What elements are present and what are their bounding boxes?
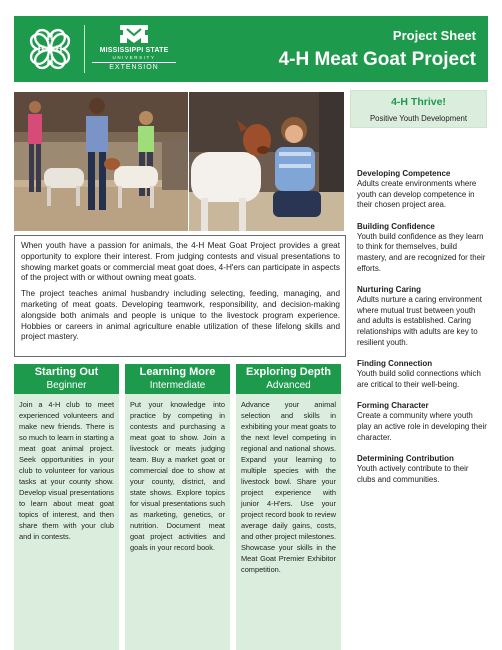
trait-text: Youth actively contribute to their clubs and communities. xyxy=(357,464,469,484)
thrive-subtitle: Positive Youth Development xyxy=(369,114,468,123)
thrive-traits-list xyxy=(357,168,488,495)
logo-divider xyxy=(84,25,85,73)
column-advanced xyxy=(236,364,341,650)
column-body: Advance your animal selection and skills in exhibiting your meat goats to the next level competing in regional and national shows. Expand your learning to multiple species with the livestock bowl. Share your project experience with junior 4-H'ers. Use your project record book to review average daily gains, costs, and other project milestones. Showcase your skills in the Meat Goat Premier Exhibitor competition. xyxy=(236,394,341,650)
svg-text:H: H xyxy=(37,44,45,54)
trait-determining-contribution xyxy=(357,453,488,485)
intro-box xyxy=(14,235,346,357)
column-level: Intermediate xyxy=(149,380,206,391)
trait-title: Determining Contribution xyxy=(357,454,454,464)
trait-text: Create a community where youth play an active role in developing their character. xyxy=(357,411,487,442)
brand-rule xyxy=(92,62,176,63)
header-banner xyxy=(14,16,488,82)
msu-shield-icon xyxy=(117,23,151,45)
column-level: Beginner xyxy=(46,380,87,391)
column-title: Starting Out xyxy=(34,366,99,378)
svg-text:H: H xyxy=(46,32,54,42)
brand-main: MISSISSIPPI STATE xyxy=(99,47,169,54)
trait-text: Youth build solid connections which are critical to their well-being. xyxy=(357,369,481,389)
column-title: Learning More xyxy=(139,366,216,378)
sheet-label: Project Sheet xyxy=(392,28,476,43)
svg-text:H: H xyxy=(55,44,63,54)
intro-paragraph: The project teaches animal husbandry including selecting, feeding, managing, and marketing of meat goats. Developing teamwork, responsibility, and decision-making alongside both animals and people is unique to the livestock program experience. Hobbies or careers in animal agriculture enable utilization of these lifelong skills and project mastery. xyxy=(21,289,340,342)
trait-finding-connection xyxy=(357,358,488,390)
column-level: Advanced xyxy=(266,380,311,391)
intro-paragraph: When youth have a passion for animals, the 4-H Meat Goat Project provides a great opportunity to explore their interest. From judging contests and visual presentations to showing market goats or commercial meat goat does, 4-H'ers can participate in aspects of the project with or without owning meat goats. xyxy=(21,241,340,283)
four-h-clover-icon xyxy=(24,23,76,75)
column-beginner xyxy=(14,364,119,650)
trait-developing-competence xyxy=(357,168,488,211)
photo-girl-with-goat xyxy=(189,92,344,231)
trait-title: Developing Competence xyxy=(357,169,451,178)
trait-forming-character xyxy=(357,400,488,443)
page-title: 4-H Meat Goat Project xyxy=(278,49,476,70)
column-header xyxy=(236,364,341,394)
trait-building-confidence xyxy=(357,221,488,274)
thrive-box xyxy=(350,90,487,128)
svg-text:H: H xyxy=(46,56,54,66)
trait-title: Nurturing Caring xyxy=(357,285,421,295)
trait-text: Adults create environments where youth can develop competence in their chosen project area. xyxy=(357,179,477,210)
column-header xyxy=(14,364,119,394)
trait-title: Finding Connection xyxy=(357,359,433,369)
brand-extension: EXTENSION xyxy=(109,64,159,71)
brand-university: UNIVERSITY xyxy=(112,55,156,60)
photo-goat-show-arena xyxy=(14,92,188,231)
trait-text: Youth build confidence as they learn to think for themselves, build mastery, and are recognized for their efforts. xyxy=(357,231,486,273)
trait-title: Building Confidence xyxy=(357,221,435,231)
msu-extension-logo xyxy=(86,23,182,72)
trait-title: Forming Character xyxy=(357,401,429,411)
trait-nurturing-caring xyxy=(357,284,488,348)
column-intermediate xyxy=(125,364,230,650)
column-body: Put your knowledge into practice by competing in contests and purchasing a meat goat to show. Join a livestock or meats judging team. Buy a market goat or commercial doe to show at your county, district, and state shows. Explore topics for visual presentations such as marketing, genetics, or nutrition. Document meat goat project activities and goals in your record book. xyxy=(125,394,230,650)
trait-text: Adults nurture a caring environment where mutual trust between youth and adults is established. Caring relationships with adults are key to resilient youth. xyxy=(357,295,483,347)
column-title: Exploring Depth xyxy=(246,366,331,378)
column-body: Join a 4-H club to meet experienced volunteers and make new friends. There is so much to learn in starting a meat goat animal project. Seek opportunities in your club to volunteer for various tasks at your county show. Develop visual presentations to learn about meat goat topics of interest, and then share them with your club and in contests. xyxy=(14,394,119,650)
thrive-title: 4-H Thrive! xyxy=(391,96,446,108)
column-header xyxy=(125,364,230,394)
